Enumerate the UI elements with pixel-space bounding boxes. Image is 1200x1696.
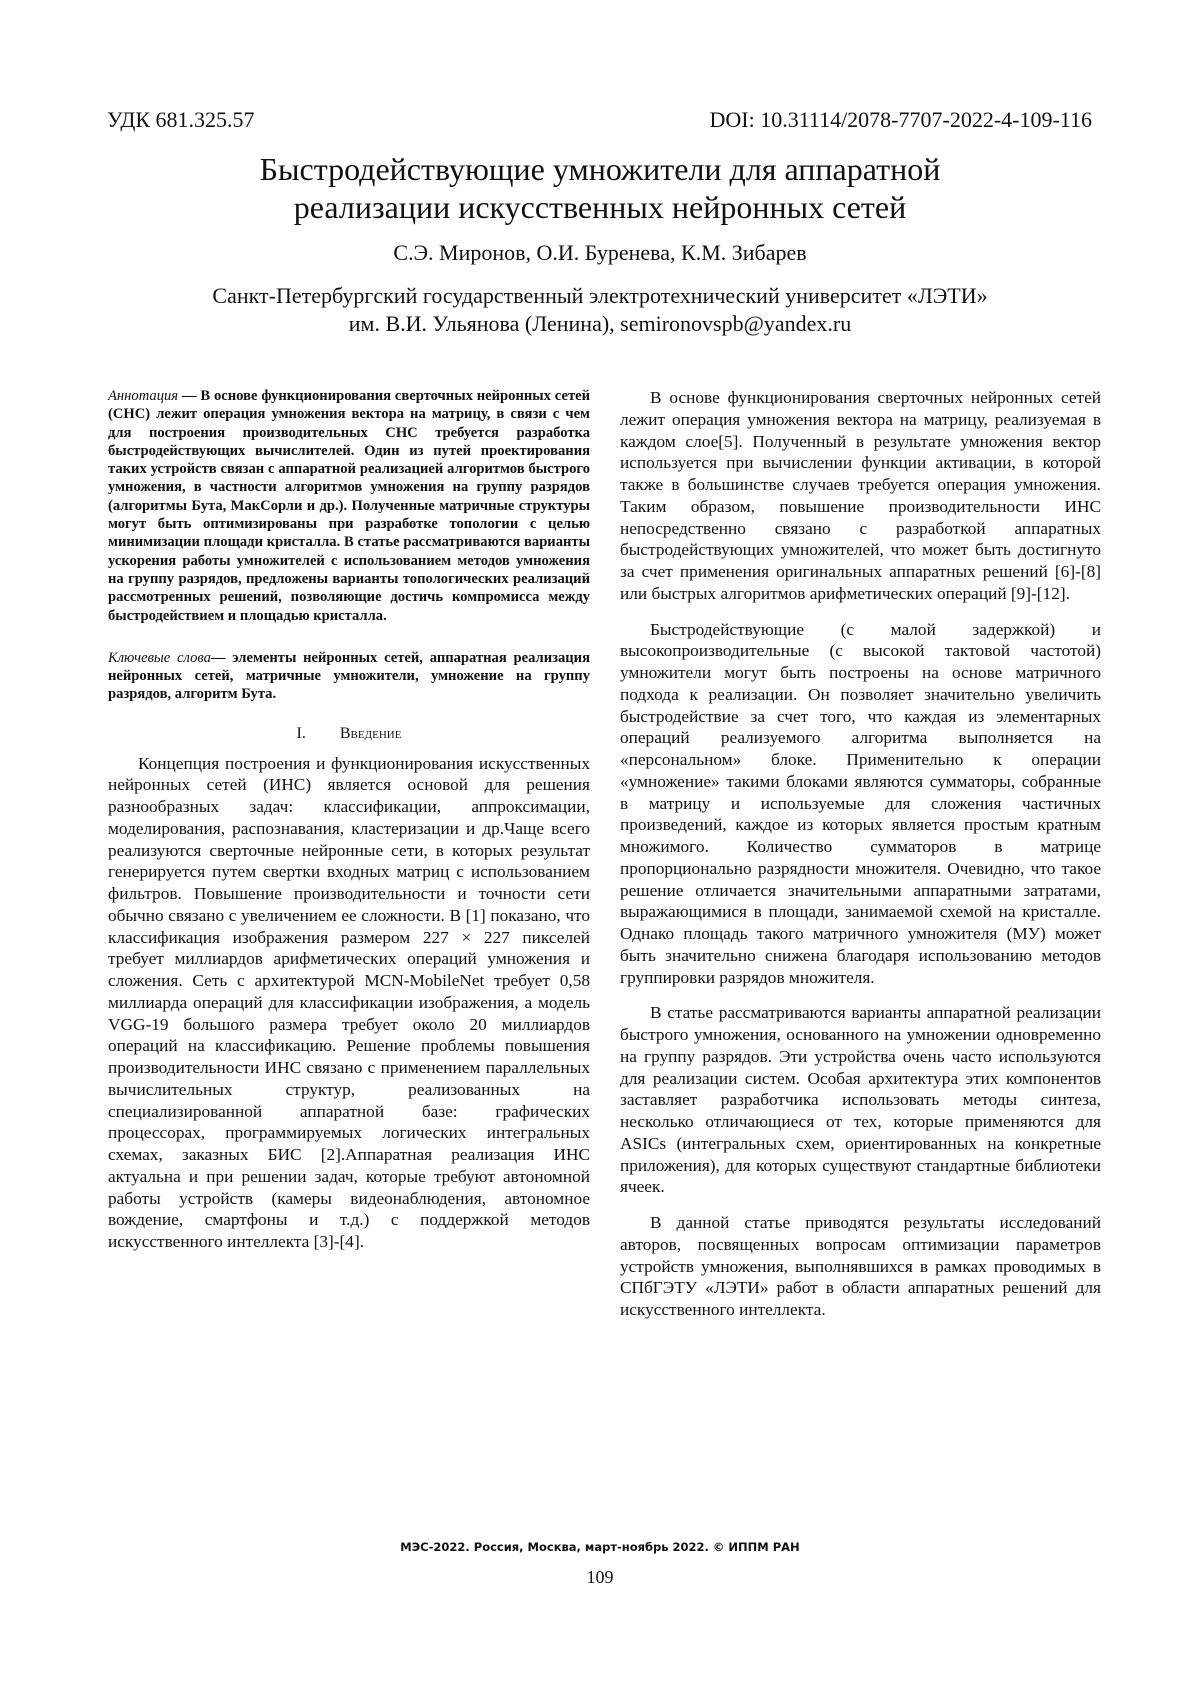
left-column <box>108 387 590 1253</box>
section-heading-introduction <box>108 723 590 745</box>
affiliation <box>100 282 1100 338</box>
title-line-1: Быстродействующие умножители для аппаратной <box>259 151 941 187</box>
right-column <box>620 387 1101 1321</box>
section-number: I. <box>296 724 306 742</box>
right-paragraph-1: В основе функционирования сверточных нейронных сетей лежит операция умножения вектора на матрицу, реализуемая в каждом слое[5]. Полученный в результате умножения вектор используется при вычислении функции активации, в которой также в большинстве случаев требуется операция умножения. Таким образом, повышение производительности ИНС непосредственно связано с разработкой аппаратных быстродействующих умножителей, что может быть достигнуто за счет применения оригинальных аппаратных решений [6]-[8] или быстрых алгоритмов арифметических операций [9]-[12]. <box>620 388 1101 603</box>
section-title: Введение <box>339 724 402 742</box>
title-line-2: реализации искусственных нейронных сетей <box>293 189 907 225</box>
doi: DOI: 10.31114/2078-7707-2022-4-109-116 <box>709 107 1092 132</box>
keywords-text: — элементы нейронных сетей, аппаратная реализация нейронных сетей, матричные умножители, умножение на группу разрядов, алгоритм Бута. <box>108 649 590 703</box>
conference-footer: МЭС-2022. Россия, Москва, март-ноябрь 2022. © ИППМ РАН <box>400 1540 800 1554</box>
right-paragraph-4: В данной статье приводятся результаты исследований авторов, посвященных вопросам оптимизации параметров устройств умножения, выполнявшихся в рамках проводимых в СПбГЭТУ «ЛЭТИ» работ в области аппаратных решений для искусственного интеллекта. <box>620 1213 1101 1319</box>
page-number: 109 <box>586 1567 614 1587</box>
affiliation-line-1: Санкт-Петербургский государственный электротехнический университет «ЛЭТИ» <box>212 283 988 308</box>
abstract <box>108 387 590 625</box>
keywords-label: Ключевые слова <box>108 649 211 666</box>
affiliation-line-2: им. В.И. Ульянова (Ленина), semironovspb@yandex.ru <box>348 311 852 336</box>
abstract-label: Аннотация <box>108 388 179 404</box>
authors: С.Э. Миронов, О.И. Буренева, К.М. Зибарев <box>393 240 807 265</box>
left-paragraph-1: Концепция построения и функционирования искусственных нейронных сетей (ИНС) является основой для решения разнообразных задач: классификации, аппроксимации, моделирования, распознавания, кластеризации и др.Чаще всего реализуются сверточные нейронные сети, в которых результат генерируется путем свертки входных матриц с использованием фильтров. Повышение производительности и точности сети обычно связано с увеличением ее сложности. В [1] показано, что классификация изображения размером 227 × 227 пикселей требует миллиардов арифметических операций умножения и сложения. Сеть с архитектурой MCN-MobileNet требует 0,58 миллиарда операций для классификации изображения, а модель VGG-19 большого размера требует около 20 миллиардов операций на классификацию. Решение проблемы повышения производительности ИНС связано с применением параллельных вычислительных структур, реализованных на специализированной аппаратной базе: графических процессорах, программируемых логических интегральных схемах, заказных БИС [2].Аппаратная реализация ИНС актуальна и при решении задач, которые требуют автономной работы устройств (камеры видеонаблюдения, автономное вождение, смартфоны и т.д.) с поддержкой методов искусственного интеллекта [3]-[4]. <box>108 753 590 1251</box>
right-paragraph-2: Быстродействующие (с малой задержкой) и высокопроизводительные (с высокой тактовой частотой) умножители могут быть построены на основе матричного подхода к реализации. Он позволяет значительно увеличить быстродействие за счет того, что каждая из элементарных операций реализуемого алгоритма выполняется на «персональном» блоке. Применительно к операции «умножение» такими блоками являются сумматоры, собранные в матрицу и используемые для сложения частичных произведений, каждое из которых является простым кратным множимого. Количество сумматоров в матрице пропорционально разрядности множителя. Очевидно, что такое решение отличается значительными аппаратными затратами, выражающимися в площади, занимаемой схемой на кристалле. Однако площадь такого матричного умножителя (МУ) может быть значительно снижена благодаря использованию методов группировки разрядов множителя. <box>620 619 1101 987</box>
keywords <box>108 649 590 704</box>
right-paragraph-3: В статье рассматриваются варианты аппаратной реализации быстрого умножения, основанного на умножении одновременно на группу разрядов. Эти устройства очень часто используются для реализации систем. Особая архитектура этих компонентов заставляет разработчика использовать методы синтеза, несколько отличающиеся от тех, которые применяются для ASICs (интегральных схем, ориентированных на конкретные приложения), для которых существуют стандартные библиотеки ячеек. <box>620 1003 1101 1197</box>
paper-title <box>100 150 1100 226</box>
abstract-text: — В основе функционирования сверточных нейронных сетей (СНС) лежит операция умножения вектора на матрицу, в связи с чем для построения производительных СНС требуется разработка быстродействующих вычислителей. Один из путей проектирования таких устройств связан с аппаратной реализацией алгоритмов быстрого умножения, в частности алгоритмов умножения на группу разрядов (алгоритмы Бута, МакСорли и др.). Полученные матричные структуры могут быть оптимизированы при разработке топологии с целью минимизации площади кристалла. В статье рассматриваются варианты ускорения работы умножителей с использованием методов умножения на группу разрядов, предложены варианты топологических реализаций рассмотренных решений, позволяющие достичь компромисса между быстродействием и площадью кристалла. <box>108 388 590 624</box>
udk-code: УДК 681.325.57 <box>107 107 255 132</box>
